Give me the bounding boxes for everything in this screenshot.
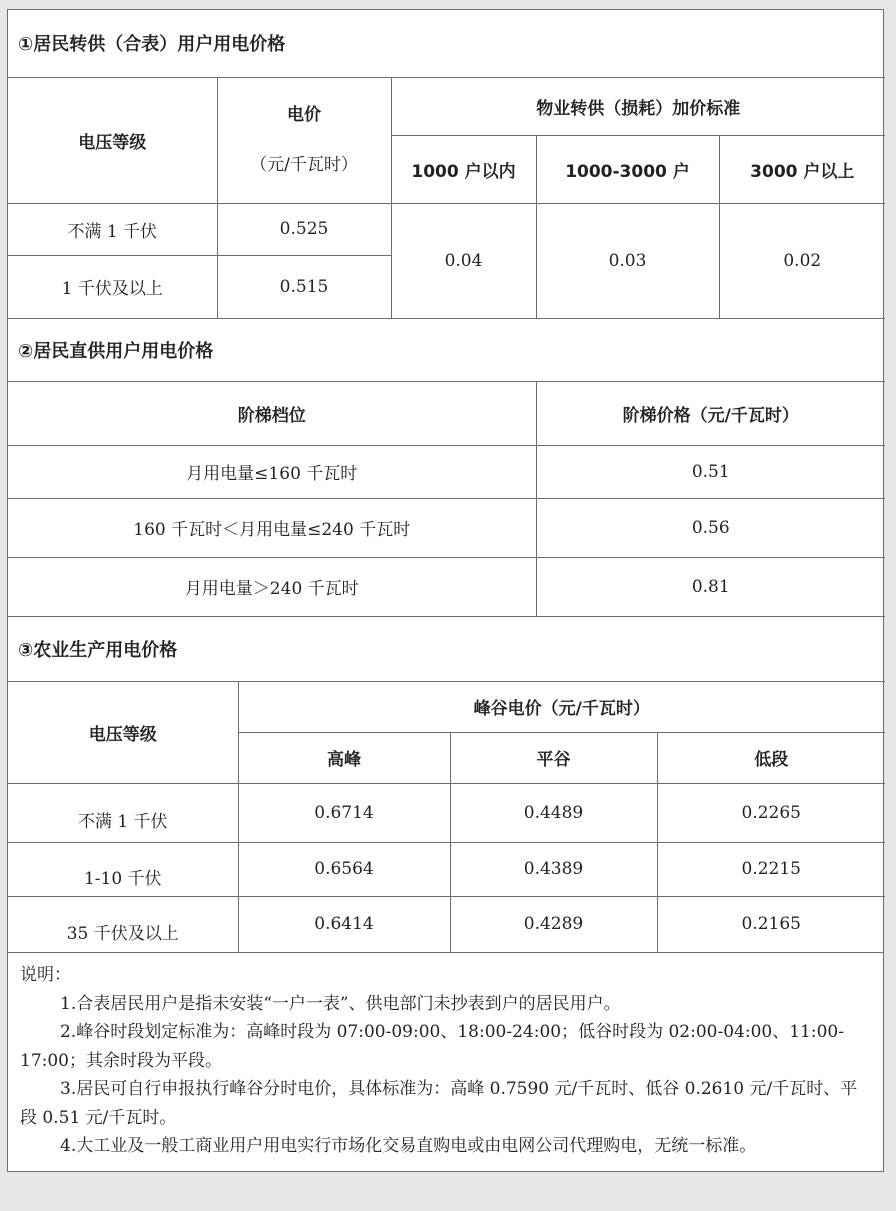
- s1-row2-voltage: 1 千伏及以上: [8, 255, 217, 318]
- s3-row3-peak: 0.6414: [238, 896, 450, 952]
- markup-value-1: 0.04: [391, 203, 536, 318]
- section3-title: ③农业生产用电价格: [8, 616, 885, 681]
- note-item-2: 2.峰谷时段划定标准为：高峰时段为 07:00-09:00、18:00-24:00；低谷时段为 02:00-04:00、11:00-17:00；其余时段为平段。: [20, 1022, 844, 1071]
- s2-row2-price: 0.56: [536, 498, 885, 557]
- section1-price-header: [217, 77, 391, 203]
- section2-price-header: 阶梯价格（元/千瓦时）: [536, 381, 885, 445]
- s3-row1-flat: 0.4489: [450, 783, 657, 842]
- s2-row1-tier: 月用电量≤160 千瓦时: [8, 445, 536, 498]
- section1-voltage-header: 电压等级: [8, 77, 217, 203]
- section1-title: ①居民转供（合表）用户用电价格: [8, 10, 885, 77]
- s2-row3-tier: 月用电量＞240 千瓦时: [8, 557, 536, 616]
- s2-row1-price: 0.51: [536, 445, 885, 498]
- s1-row2-price: 0.515: [217, 255, 391, 318]
- section3-table: [8, 616, 885, 953]
- s1-row1-price: 0.525: [217, 203, 391, 255]
- markup-col-2: 1000-3000 户: [536, 135, 719, 203]
- markup-value-3: 0.02: [719, 203, 885, 318]
- notes-section: [8, 952, 883, 1171]
- s3-row3-low: 0.2165: [657, 896, 885, 952]
- price-header-line1: 电价: [287, 105, 321, 125]
- section2-table: [8, 318, 885, 617]
- s2-row2-tier: 160 千瓦时＜月用电量≤240 千瓦时: [8, 498, 536, 557]
- section1-table: [8, 10, 885, 319]
- tou-col-peak: 高峰: [238, 732, 450, 783]
- markup-col-1: 1000 户以内: [391, 135, 536, 203]
- note-item-3: 3.居民可自行申报执行峰谷分时电价，具体标准为：高峰 0.7590 元/千瓦时、低谷 0.2610 元/千瓦时、平段 0.51 元/千瓦时。: [20, 1079, 858, 1128]
- section1-markup-header: 物业转供（损耗）加价标准: [391, 77, 885, 135]
- section3-voltage-header: 电压等级: [8, 681, 238, 783]
- note-item-4: 4.大工业及一般工商业用户用电实行市场化交易直购电或由电网公司代理购电，无统一标准。: [60, 1136, 757, 1156]
- markup-value-2: 0.03: [536, 203, 719, 318]
- s3-row2-voltage: 1-10 千伏: [8, 842, 238, 896]
- section2-title: ②居民直供用户用电价格: [8, 318, 885, 381]
- s3-row1-peak: 0.6714: [238, 783, 450, 842]
- price-document: [7, 9, 884, 1172]
- s1-row1-voltage: 不满 1 千伏: [8, 203, 217, 255]
- s3-row1-low: 0.2265: [657, 783, 885, 842]
- section3-tou-header: 峰谷电价（元/千瓦时）: [238, 681, 885, 732]
- s3-row1-voltage: 不满 1 千伏: [8, 783, 238, 842]
- tou-col-flat: 平谷: [450, 732, 657, 783]
- markup-col-3: 3000 户以上: [719, 135, 885, 203]
- s3-row2-flat: 0.4389: [450, 842, 657, 896]
- s2-row3-price: 0.81: [536, 557, 885, 616]
- s3-row2-low: 0.2215: [657, 842, 885, 896]
- s3-row3-flat: 0.4289: [450, 896, 657, 952]
- section2-tier-header: 阶梯档位: [8, 381, 536, 445]
- s3-row2-peak: 0.6564: [238, 842, 450, 896]
- s3-row3-voltage: 35 千伏及以上: [8, 896, 238, 952]
- notes-heading: 说明：: [20, 965, 71, 985]
- price-header-line2: （元/千瓦时）: [250, 155, 358, 175]
- tou-col-low: 低段: [657, 732, 885, 783]
- note-item-1: 1.合表居民用户是指未安装“一户一表”、供电部门未抄表到户的居民用户。: [60, 993, 621, 1014]
